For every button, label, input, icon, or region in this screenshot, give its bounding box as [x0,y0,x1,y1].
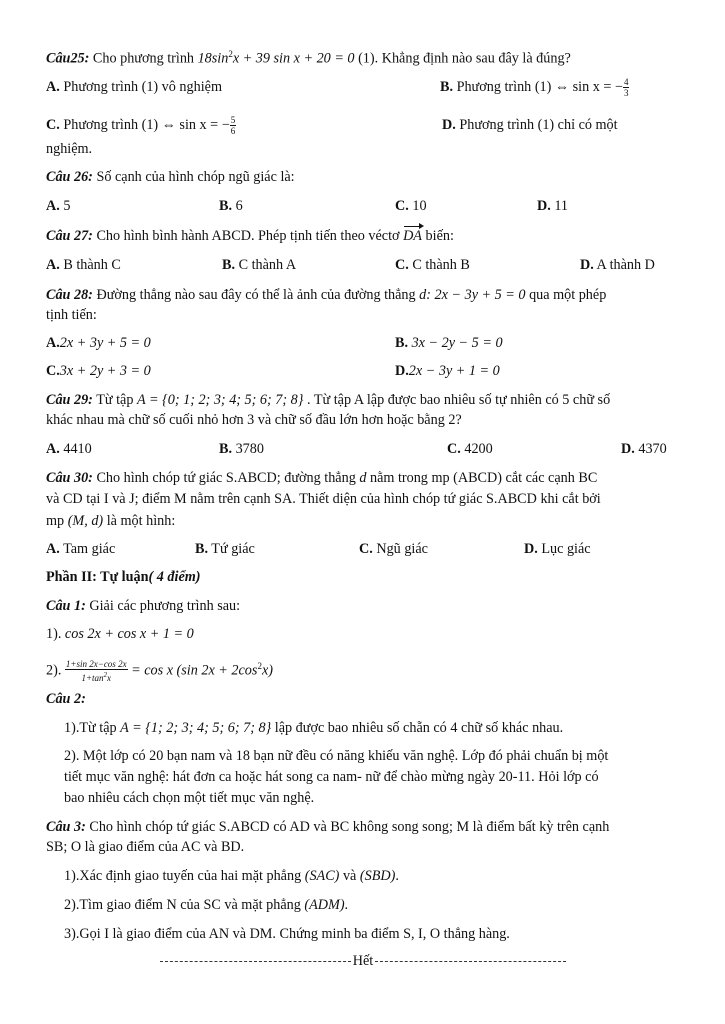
q29-stem-wrap: khác nhau mà chữ số cuối nhỏ hơn 3 và chữ số đầu lớn hơn hoặc bằng 2? [46,412,462,428]
q29-stem: Câu 29: Từ tập A = {0; 1; 2; 3; 4; 5; 6; 7; 8} . Từ tập A lập được bao nhiêu số tự nhiên có 5 chữ số [46,392,611,408]
divider-right [375,961,566,962]
vector-da: DA [403,228,422,244]
essay-q2-part2-line1: 2). Một lớp có 20 bạn nam và 18 bạn nữ đều có năng khiếu văn nghệ. Lớp đó phải chuẩn bị một [64,748,609,764]
q28-option-b[interactable]: B. 3x − 2y − 5 = 0 [395,335,503,351]
q25-stem: Câu25: Cho phương trình $18\sin^2x + 39$ sin x + 20 = 0 (1). Khẳng định nào sau đây là đúng? [46,49,571,67]
q30-option-c[interactable]: C. Ngũ giác [359,541,428,557]
q26-option-b[interactable]: B. 6 [219,198,243,214]
q30-option-d[interactable]: D. Lục giác [524,541,591,557]
q25-option-c[interactable]: C. Phương trình (1) ⇔ sin x = − $\frac{5}{6}$ [46,115,236,137]
q30-stem: Câu 30: Cho hình chóp tứ giác S.ABCD; đường thẳng d nằm trong mp (ABCD) cắt các cạnh BC [46,470,598,486]
q28-option-a[interactable]: A.2x + 3y + 5 = 0 [46,335,151,351]
q27-option-d[interactable]: D. A thành D [580,257,655,273]
q29-option-a[interactable]: A. 4410 [46,441,92,457]
end-divider [160,952,566,970]
essay-q3-stem: Câu 3: Cho hình chóp tứ giác S.ABCD có AD và BC không song song; M là điểm bất kỳ trên cạnh [46,819,610,835]
essay-q1-fraction: $\frac{1+\sin 2x-\cos 2x}{1+\tan^2x}$ [65,659,127,684]
end-marker: Hết [352,953,374,969]
q26-option-c[interactable]: C. 10 [395,198,427,214]
essay-q3-stem-wrap: SB; O là giao điểm của AC và BD. [46,839,245,855]
essay-q3-part1: 1).Xác định giao tuyến của hai mặt phẳng (SAC) và (SBD). [64,868,399,884]
q30-stem-line3: mp (M, d) là một hình: [46,513,176,529]
part2-heading: Phần II: Tự luận( 4 điểm) [46,569,201,585]
q25-option-d[interactable]: D. Phương trình (1) chỉ có một [442,117,618,133]
q28-option-c[interactable]: C.3x + 2y + 3 = 0 [46,363,151,379]
essay-q1-part1: 1). cos 2x + cos x + 1 = 0 [46,626,194,642]
q25-option-b[interactable]: B. Phương trình (1) ⇔ sin x = − $\frac{4}{3}$ [440,77,629,99]
q29-option-c[interactable]: C. 4200 [447,441,493,457]
q29-option-b[interactable]: B. 3780 [219,441,264,457]
q26-stem: Câu 26: Số cạnh của hình chóp ngũ giác là: [46,169,295,185]
q26-option-a[interactable]: A. 5 [46,198,71,214]
q26-option-d[interactable]: D. 11 [537,198,569,214]
essay-q1-stem: Câu 1: Giải các phương trình sau: [46,598,241,614]
q27-stem: Câu 27: Cho hình bình hành ABCD. Phép tịnh tiến theo véctơ DA biến: [46,228,454,244]
essay-q3-part2: 2).Tìm giao điểm N của SC và mặt phẳng (ADM). [64,897,349,913]
q30-stem-line2: và CD tại I và J; điểm M nằm trên cạnh SA. Thiết diện của hình chóp tứ giác S.ABCD khi cắt bởi [46,491,601,507]
q25-c-fraction: $\frac{5}{6}$ [230,115,236,137]
essay-q2-part2-line3: bao nhiêu cách chọn một tiết mục văn nghệ. [64,790,315,806]
essay-q2-stem: Câu 2: [46,691,86,707]
q29-option-d[interactable]: D. 4370 [621,441,667,457]
q28-stem-wrap: tịnh tiến: [46,307,97,323]
q30-option-a[interactable]: A. Tam giác [46,541,116,557]
essay-q3-part3: 3).Gọi I là giao điểm của AN và DM. Chứng minh ba điểm S, I, O thẳng hàng. [64,926,510,942]
q25-label: Câu25: [46,50,90,67]
essay-q2-part2-line2: tiết mục văn nghệ: hát đơn ca hoặc hát song ca nam- nữ để chào mừng ngày 20-11. Hỏi lớp có [64,769,599,785]
q28-stem: Câu 28: Đường thẳng nào sau đây có thể là ảnh của đường thẳng d: 2x − 3y + 5 = 0 qua một phép [46,287,607,303]
q27-option-a[interactable]: A. B thành C [46,257,121,273]
q25-option-c-wrap: nghiệm. [46,141,93,157]
q27-option-b[interactable]: B. C thành A [222,257,297,273]
q27-option-c[interactable]: C. C thành B [395,257,470,273]
q30-option-b[interactable]: B. Tứ giác [195,541,255,557]
q25-option-a[interactable]: A. Phương trình (1) vô nghiệm [46,79,222,95]
q28-option-d[interactable]: D.2x − 3y + 1 = 0 [395,363,500,379]
essay-q2-part1: 1).Từ tập A = {1; 2; 3; 4; 5; 6; 7; 8} lập được bao nhiêu số chẵn có 4 chữ số khác nhau. [64,720,564,736]
q25-b-fraction: $\frac{4}{3}$ [623,77,629,99]
essay-q1-part2: 2). $\frac{1+\sin 2x-\cos 2x}{1+\tan^2x}$ = cos x (sin $2x + 2\cos^2x$) [46,659,273,684]
divider-left [160,961,351,962]
